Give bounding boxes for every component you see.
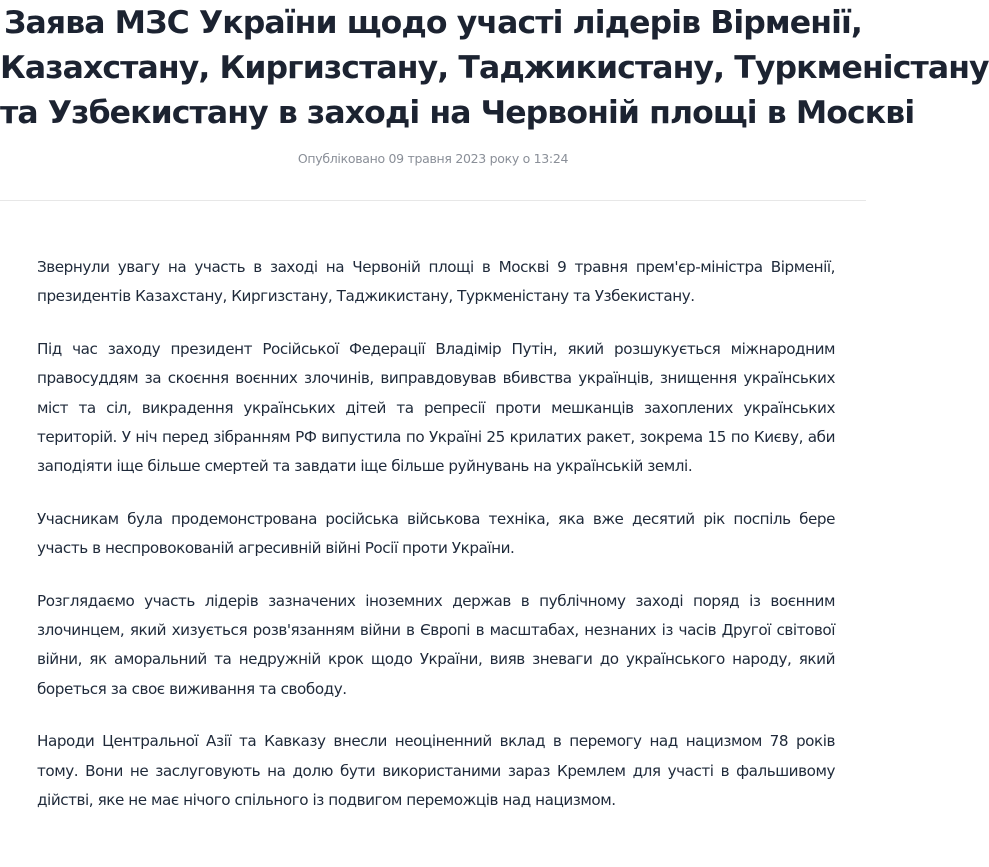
article-title-line: Казахстану, Киргизстану, Таджикистану, Туркменістану [0, 50, 989, 86]
article-paragraph: Розглядаємо участь лідерів зазначених іноземних держав в публічному заході поряд із воєнним злочинцем, який хизується розв'язанням війни в Європі в масштабах, незнаних із часів Другої світової війни, як аморальний та недружній крок щодо України, вияв зневаги до українського народу, який бореться за своє виживання та свободу. [37, 591, 835, 698]
article-body [37, 253, 835, 839]
publication-date: Опубліковано 09 травня 2023 року о 13:24 [297, 151, 569, 166]
article-title-line: та Узбекистану в заході на Червоній площі в Москві [0, 95, 915, 131]
article-paragraph: Учасникам була продемонстрована російська військова техніка, яка вже десятий рік поспіль бере участь в неспровокованій агресивній війні Росії проти України. [37, 509, 835, 558]
article-paragraph: Під час заходу президент Російської Федерації Владімір Путін, який розшукується міжнародним правосуддям за скоєння воєнних злочинів, виправдовував вбивства українців, знищення українських міст та сіл, викрадення українських дітей та репресії проти мешканців захоплених українських територій. У ніч перед зібранням РФ випустила по Україні 25 крилатих ракет, зокрема 15 по Києву, аби заподіяти іще більше смертей та завдати іще більше руйнувань на українській землі. [37, 339, 835, 476]
article-header [0, 0, 989, 201]
article-title-line: Заява МЗС України щодо участі лідерів Вірменії, [4, 5, 862, 41]
article-paragraph: Звернули увагу на участь в заході на Червоній площі в Москві 9 травня прем'єр-міністра Вірменії, президентів Казахстану, Киргизстану, Таджикистану, Туркменістану та Узбекистану. [37, 258, 835, 306]
article-title [0, 1, 989, 136]
article-paragraph: Народи Центральної Азії та Кавказу внесли неоціненний вклад в перемогу над нацизмом 78 років тому. Вони не заслуговують на долю бути використаними зараз Кремлем для участі в фальшивому дійстві, яке не має нічого спільного із подвигом переможців над нацизмом. [37, 732, 835, 810]
